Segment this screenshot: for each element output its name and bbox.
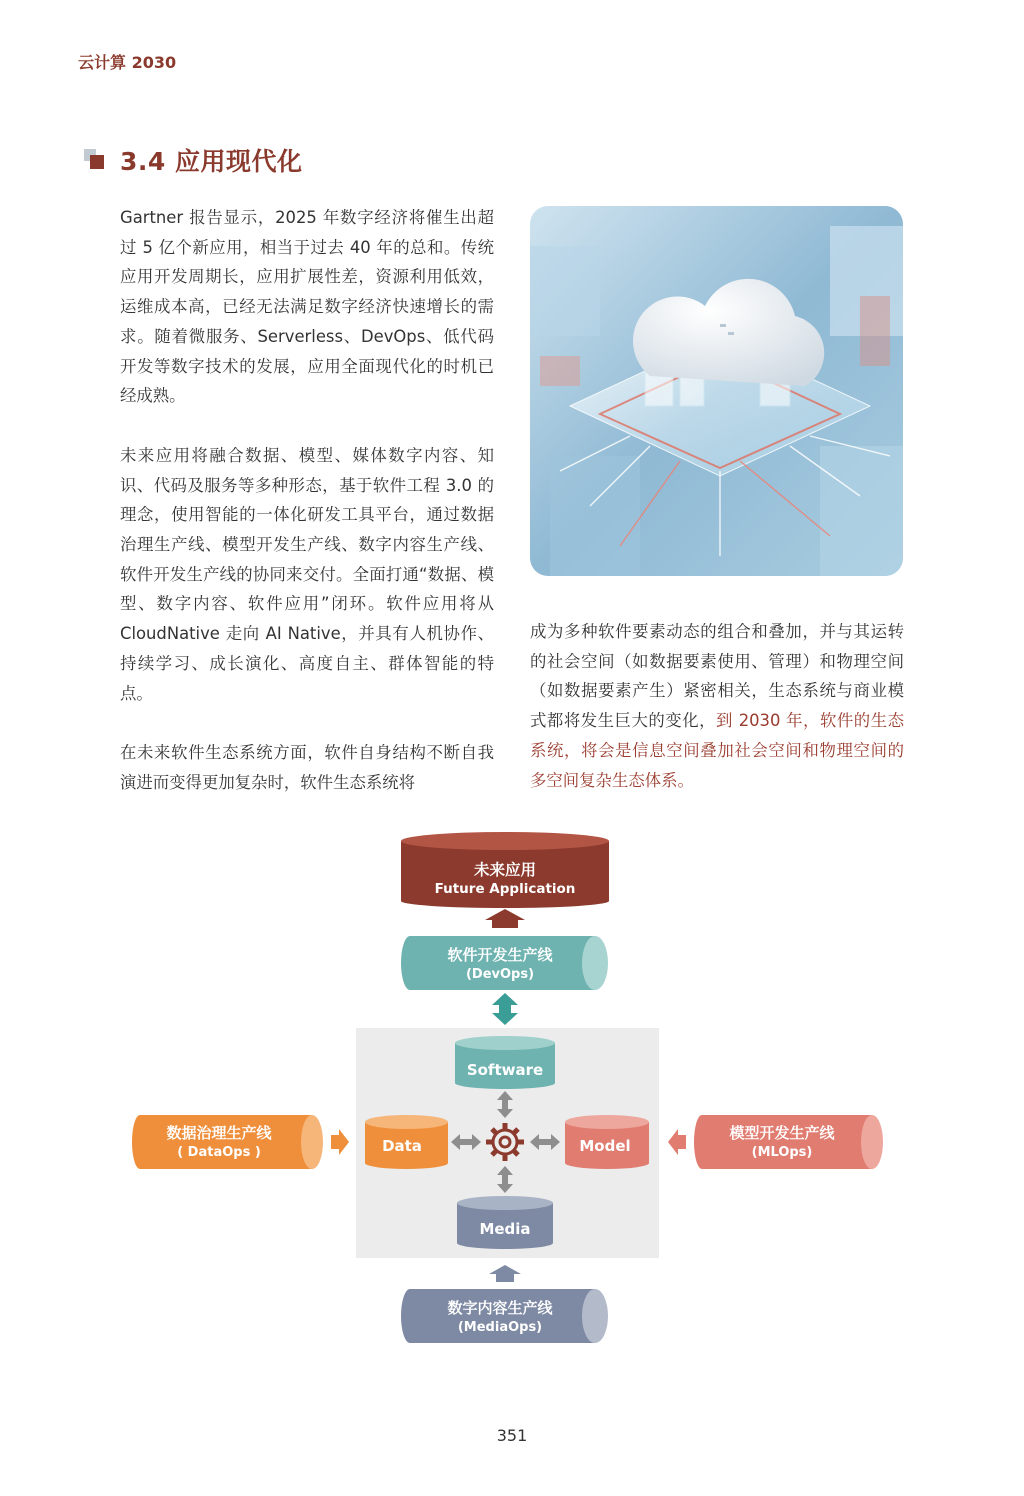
paragraph-3: 在未来软件生态系统方面，软件自身结构不断自我演进而变得更加复杂时，软件生态系统将 xyxy=(120,743,494,792)
software-cylinder xyxy=(455,1036,555,1089)
media-cylinder xyxy=(457,1196,553,1249)
paragraph-plain-text: 成为多种软件要素动态的组合和叠加，并与其运转的社会空间（如数据要素使用、管理）和物理空间（如数据要素产生）紧密相关，生态系统与商业模式都将发生巨大的变化， xyxy=(530,622,904,731)
mlops-zh: 模型开发生产线 xyxy=(729,1124,835,1142)
future-application-cylinder xyxy=(401,832,609,908)
arrow-right-icon xyxy=(331,1129,349,1155)
highlighted-conclusion: 到 2030 年，软件的生态系统，将会是信息空间叠加社会空间和物理空间的多空间复杂生态体系。 xyxy=(530,711,905,790)
heading-square-icon xyxy=(84,149,106,171)
mediaops-zh: 数字内容生产线 xyxy=(447,1299,553,1317)
right-text-column xyxy=(530,617,904,825)
dataops-cylinder xyxy=(132,1115,323,1169)
future-app-zh: 未来应用 xyxy=(473,861,537,879)
dataops-en: ( DataOps ) xyxy=(177,1145,261,1160)
software-label: Software xyxy=(466,1061,544,1079)
mlops-cylinder xyxy=(694,1115,883,1169)
future-app-en: Future Application xyxy=(434,881,576,897)
paragraph-2: 未来应用将融合数据、模型、媒体数字内容、知识、代码及服务等多种形态，基于软件工程 3.0 的理念，使用智能的一体化研发工具平台，通过数据治理生产线、模型开发生产线、数字内容生产线、软件开发生产线的协同来交付。全面打通“数据、模型、数字内容、软件应用”闭环。软件应用将从 CloudNative 走向 AI Native，并具有人机协作、持续学习、成长演化、高度自主、群体智能的特点。 xyxy=(120,445,494,703)
arrow-up-icon xyxy=(489,1265,521,1282)
left-text-column xyxy=(120,203,494,828)
paragraph-3-continued xyxy=(530,617,904,795)
cloud-illustration-image xyxy=(530,206,903,576)
running-head: 云计算 2030 xyxy=(78,53,177,72)
data-label: Data xyxy=(382,1137,422,1155)
page-number: 351 xyxy=(496,1426,528,1445)
paragraph-1: Gartner 报告显示，2025 年数字经济将催生出超过 5 亿个新应用，相当于过去 40 年的总和。传统应用开发周期长，应用扩展性差，资源利用低效，运维成本高，已经无法满足数字经济快速增长的需求。随着微服务、Serverless、DevOps、低代码开发等数字技术的发展，应用全面现代化的时机已经成熟。 xyxy=(120,208,494,406)
arrow-left-icon xyxy=(668,1129,686,1155)
mlops-en: (MLOps) xyxy=(751,1145,813,1160)
media-label: Media xyxy=(479,1220,531,1238)
section-heading xyxy=(84,142,303,178)
model-cylinder xyxy=(565,1115,649,1169)
mediaops-en: (MediaOps) xyxy=(457,1320,543,1335)
dataops-zh: 数据治理生产线 xyxy=(166,1124,272,1142)
data-cylinder xyxy=(365,1115,448,1169)
section-title: 3.4 应用现代化 xyxy=(120,147,303,176)
devops-zh: 软件开发生产线 xyxy=(447,946,553,964)
mediaops-cylinder xyxy=(401,1289,608,1343)
devops-cylinder xyxy=(401,936,608,990)
arrow-up-icon xyxy=(485,909,525,928)
application-modernization-diagram xyxy=(0,825,1024,1365)
devops-en: (DevOps) xyxy=(465,967,535,982)
model-label: Model xyxy=(579,1137,631,1155)
bidirectional-arrow-icon xyxy=(492,993,518,1025)
